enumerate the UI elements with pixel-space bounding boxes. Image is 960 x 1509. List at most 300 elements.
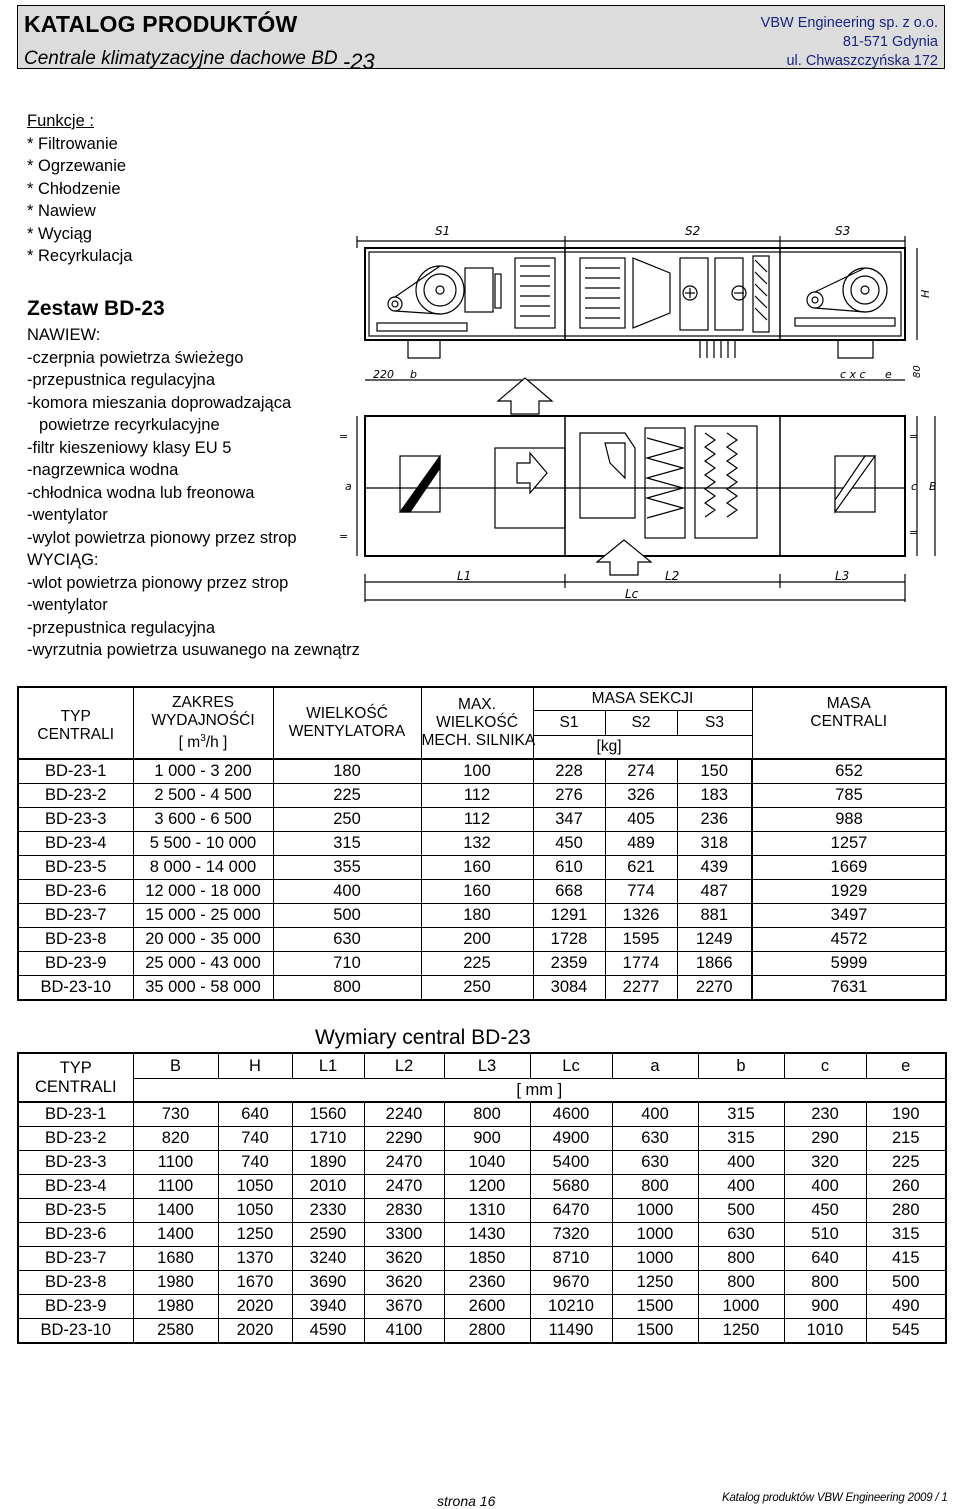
table-row bbox=[18, 759, 946, 784]
row-type-cell: BD-23-1 bbox=[18, 1102, 133, 1127]
table-cell: 5 500 - 10 000 bbox=[133, 832, 273, 856]
table-cell: 2830 bbox=[364, 1199, 444, 1223]
table-cell: 355 bbox=[273, 856, 421, 880]
table-cell: 5999 bbox=[752, 952, 946, 976]
set-description bbox=[27, 296, 360, 662]
table-cell: 800 bbox=[784, 1271, 866, 1295]
table-cell: 180 bbox=[421, 904, 533, 928]
table-cell: 774 bbox=[605, 880, 677, 904]
table-cell: 2359 bbox=[533, 952, 605, 976]
table-row bbox=[18, 904, 946, 928]
table-cell: 180 bbox=[273, 759, 421, 784]
table-cell: 1100 bbox=[133, 1151, 218, 1175]
dim-header-typ bbox=[18, 1053, 133, 1102]
row-type-cell: BD-23-7 bbox=[18, 1247, 133, 1271]
table-cell: 630 bbox=[273, 928, 421, 952]
table-cell: 400 bbox=[612, 1102, 698, 1127]
table-cell: 276 bbox=[533, 784, 605, 808]
label-eq-right-bottom: = bbox=[909, 526, 919, 539]
table-row bbox=[18, 976, 946, 1001]
table-cell: 230 bbox=[784, 1102, 866, 1127]
header-wielkosc2-text: WIELKOŚĆ bbox=[436, 714, 518, 731]
table-cell: 800 bbox=[698, 1271, 784, 1295]
dim-header-col: e bbox=[866, 1053, 946, 1079]
table-cell: 8710 bbox=[530, 1247, 612, 1271]
table-cell: 160 bbox=[421, 880, 533, 904]
label-h: H bbox=[919, 289, 932, 298]
table-cell: 900 bbox=[784, 1295, 866, 1319]
table-cell: 25 000 - 43 000 bbox=[133, 952, 273, 976]
table-cell: 1500 bbox=[612, 1295, 698, 1319]
set-line: -wentylator bbox=[27, 506, 108, 524]
set-line: NAWIEW: bbox=[27, 326, 101, 344]
unit-open: [ m bbox=[178, 734, 201, 752]
set-title: Zestaw BD-23 bbox=[27, 297, 165, 320]
table-cell: 347 bbox=[533, 808, 605, 832]
functions-list bbox=[27, 110, 132, 268]
table-cell: 800 bbox=[612, 1175, 698, 1199]
row-type-cell: BD-23-8 bbox=[18, 928, 133, 952]
table-cell: 10210 bbox=[530, 1295, 612, 1319]
table-cell: 400 bbox=[698, 1151, 784, 1175]
row-type-cell: BD-23-9 bbox=[18, 952, 133, 976]
table-cell: 2270 bbox=[677, 976, 752, 1001]
header-masa-sekcji: MASA SEKCJI bbox=[533, 687, 752, 711]
table-cell: 100 bbox=[421, 759, 533, 784]
table-row bbox=[18, 784, 946, 808]
table-cell: 35 000 - 58 000 bbox=[133, 976, 273, 1001]
table-cell: 2360 bbox=[444, 1271, 530, 1295]
label-B: B bbox=[929, 480, 937, 493]
table-cell: 225 bbox=[421, 952, 533, 976]
row-type-cell: BD-23-6 bbox=[18, 1223, 133, 1247]
table-cell: 900 bbox=[444, 1127, 530, 1151]
table-cell: 1010 bbox=[784, 1319, 866, 1344]
label-e: e bbox=[885, 368, 892, 381]
table-row bbox=[18, 1223, 946, 1247]
table-cell: 1929 bbox=[752, 880, 946, 904]
label-cxc: c x c bbox=[840, 368, 866, 381]
capacity-mass-rows bbox=[18, 759, 946, 1000]
table-row bbox=[18, 832, 946, 856]
company-street: ul. Chwaszczyńska 172 bbox=[786, 53, 938, 69]
catalog-title: KATALOG PRODUKTÓW bbox=[24, 11, 298, 37]
table-cell: 510 bbox=[784, 1223, 866, 1247]
table-cell: 415 bbox=[866, 1247, 946, 1271]
set-line: WYCIĄG: bbox=[27, 551, 99, 569]
table-cell: 1500 bbox=[612, 1319, 698, 1344]
table-cell: 1326 bbox=[605, 904, 677, 928]
set-line: -komora mieszania doprowadzająca bbox=[27, 393, 292, 412]
table-cell: 5400 bbox=[530, 1151, 612, 1175]
header-zakres-text: ZAKRES bbox=[171, 693, 234, 711]
table-cell: 1430 bbox=[444, 1223, 530, 1247]
table-cell: 1200 bbox=[444, 1175, 530, 1199]
function-item: * Filtrowanie bbox=[27, 134, 118, 153]
page-number: strona 16 bbox=[437, 1493, 496, 1509]
table-cell: 315 bbox=[273, 832, 421, 856]
table-cell: 710 bbox=[273, 952, 421, 976]
table-cell: 190 bbox=[866, 1102, 946, 1127]
table-cell: 1669 bbox=[752, 856, 946, 880]
table-cell: 1 000 - 3 200 bbox=[133, 759, 273, 784]
table-cell: 668 bbox=[533, 880, 605, 904]
table-cell: 2 500 - 4 500 bbox=[133, 784, 273, 808]
table-cell: 2010 bbox=[292, 1175, 364, 1199]
table-cell: 1980 bbox=[133, 1271, 218, 1295]
dim-header-col: L2 bbox=[364, 1053, 444, 1079]
table-cell: 8 000 - 14 000 bbox=[133, 856, 273, 880]
table-cell: 800 bbox=[444, 1102, 530, 1127]
table-row bbox=[18, 880, 946, 904]
page-header bbox=[17, 5, 945, 74]
table-cell: 5680 bbox=[530, 1175, 612, 1199]
table-cell: 315 bbox=[698, 1127, 784, 1151]
table-cell: 640 bbox=[784, 1247, 866, 1271]
table-cell: 3620 bbox=[364, 1247, 444, 1271]
unit-sup: 3 bbox=[200, 732, 206, 744]
label-l2: L2 bbox=[665, 569, 680, 583]
table-cell: 1595 bbox=[605, 928, 677, 952]
table-cell: 2580 bbox=[133, 1319, 218, 1344]
table-cell: 2800 bbox=[444, 1319, 530, 1344]
table-cell: 1250 bbox=[612, 1271, 698, 1295]
table-cell: 4900 bbox=[530, 1127, 612, 1151]
table-cell: 7631 bbox=[752, 976, 946, 1001]
table-cell: 610 bbox=[533, 856, 605, 880]
table-cell: 132 bbox=[421, 832, 533, 856]
row-type-cell: BD-23-3 bbox=[18, 808, 133, 832]
row-type-cell: BD-23-7 bbox=[18, 904, 133, 928]
table-row bbox=[18, 1127, 946, 1151]
table-cell: 1250 bbox=[218, 1223, 292, 1247]
dim-header-col: L3 bbox=[444, 1053, 530, 1079]
table-cell: 545 bbox=[866, 1319, 946, 1344]
table-cell: 1710 bbox=[292, 1127, 364, 1151]
table-cell: 630 bbox=[612, 1127, 698, 1151]
table-cell: 2600 bbox=[444, 1295, 530, 1319]
table-cell: 3240 bbox=[292, 1247, 364, 1271]
dim-header-unit: [ mm ] bbox=[133, 1079, 946, 1103]
set-line: -filtr kieszeniowy klasy EU 5 bbox=[27, 438, 232, 457]
table-cell: 1000 bbox=[612, 1223, 698, 1247]
table-cell: 400 bbox=[784, 1175, 866, 1199]
row-type-cell: BD-23-2 bbox=[18, 1127, 133, 1151]
label-eq-right-top: = bbox=[909, 430, 919, 443]
dimensions-rows bbox=[18, 1102, 946, 1343]
dimensions-table bbox=[17, 1052, 947, 1344]
table-cell: 1400 bbox=[133, 1223, 218, 1247]
table-cell: 20 000 - 35 000 bbox=[133, 928, 273, 952]
table-cell: 450 bbox=[784, 1199, 866, 1223]
dim-header-col: Lc bbox=[530, 1053, 612, 1079]
catalog-subtitle bbox=[24, 44, 375, 74]
label-l3: L3 bbox=[835, 569, 850, 583]
table-cell: 183 bbox=[677, 784, 752, 808]
functions-title: Funkcje : bbox=[27, 112, 94, 130]
set-line: -wentylator bbox=[27, 596, 108, 614]
table-cell: 112 bbox=[421, 784, 533, 808]
table-cell: 500 bbox=[698, 1199, 784, 1223]
table-cell: 881 bbox=[677, 904, 752, 928]
dim-header-col: c bbox=[784, 1053, 866, 1079]
table-cell: 1050 bbox=[218, 1175, 292, 1199]
table-cell: 250 bbox=[273, 808, 421, 832]
header-max bbox=[421, 687, 536, 759]
function-item: * Ogrzewanie bbox=[27, 157, 127, 175]
table-cell: 1400 bbox=[133, 1199, 218, 1223]
dim-header-col: B bbox=[133, 1053, 218, 1079]
table-row bbox=[18, 928, 946, 952]
table-cell: 215 bbox=[866, 1127, 946, 1151]
table-cell: 2590 bbox=[292, 1223, 364, 1247]
table-cell: 2470 bbox=[364, 1175, 444, 1199]
table-cell: 630 bbox=[612, 1151, 698, 1175]
dim-header-col: a bbox=[612, 1053, 698, 1079]
table-cell: 740 bbox=[218, 1151, 292, 1175]
table-cell: 318 bbox=[677, 832, 752, 856]
table-cell: 621 bbox=[605, 856, 677, 880]
table-row bbox=[18, 1175, 946, 1199]
header-mech-text: MECH. SILNIKA bbox=[421, 732, 536, 749]
label-s2: S2 bbox=[685, 224, 701, 238]
table-cell: 1249 bbox=[677, 928, 752, 952]
table-cell: 315 bbox=[698, 1102, 784, 1127]
table-cell: 2470 bbox=[364, 1151, 444, 1175]
row-type-cell: BD-23-4 bbox=[18, 1175, 133, 1199]
table-cell: 150 bbox=[677, 759, 752, 784]
table-row bbox=[18, 1295, 946, 1319]
row-type-cell: BD-23-10 bbox=[18, 976, 133, 1001]
table-cell: 9670 bbox=[530, 1271, 612, 1295]
row-type-cell: BD-23-10 bbox=[18, 1319, 133, 1344]
label-a: a bbox=[345, 480, 352, 493]
table-cell: 1728 bbox=[533, 928, 605, 952]
table-cell: 320 bbox=[784, 1151, 866, 1175]
row-type-cell: BD-23-8 bbox=[18, 1271, 133, 1295]
company-name: VBW Engineering sp. z o.o. bbox=[760, 15, 938, 31]
row-type-cell: BD-23-5 bbox=[18, 1199, 133, 1223]
dimensions-title: Wymiary central BD-23 bbox=[315, 1026, 531, 1049]
table-cell: 730 bbox=[133, 1102, 218, 1127]
table-cell: 1250 bbox=[698, 1319, 784, 1344]
table-cell: 1560 bbox=[292, 1102, 364, 1127]
table-cell: 439 bbox=[677, 856, 752, 880]
table-cell: 7320 bbox=[530, 1223, 612, 1247]
table-cell: 2240 bbox=[364, 1102, 444, 1127]
table-cell: 2020 bbox=[218, 1319, 292, 1344]
table-cell: 400 bbox=[698, 1175, 784, 1199]
table-cell: 228 bbox=[533, 759, 605, 784]
row-type-cell: BD-23-5 bbox=[18, 856, 133, 880]
set-line: -czerpnia powietrza świeżego bbox=[27, 348, 244, 367]
label-s1: S1 bbox=[435, 224, 451, 238]
unit-technical-drawing bbox=[335, 218, 945, 613]
label-b: b bbox=[410, 368, 417, 381]
table-cell: 1000 bbox=[612, 1247, 698, 1271]
dim-header-col: H bbox=[218, 1053, 292, 1079]
table-cell: 988 bbox=[752, 808, 946, 832]
table-cell: 315 bbox=[866, 1223, 946, 1247]
row-type-cell: BD-23-4 bbox=[18, 832, 133, 856]
label-lc: Lc bbox=[625, 587, 639, 601]
set-line: -nagrzewnica wodna bbox=[27, 461, 179, 479]
table-cell: 3940 bbox=[292, 1295, 364, 1319]
table-cell: 225 bbox=[866, 1151, 946, 1175]
dim-header-centrali-text: CENTRALI bbox=[34, 1077, 117, 1096]
table-cell: 326 bbox=[605, 784, 677, 808]
table-cell: 800 bbox=[273, 976, 421, 1001]
unit-close: /h ] bbox=[205, 734, 228, 752]
row-type-cell: BD-23-1 bbox=[18, 759, 133, 784]
table-cell: 489 bbox=[605, 832, 677, 856]
table-cell: 250 bbox=[421, 976, 533, 1001]
table-cell: 1050 bbox=[218, 1199, 292, 1223]
table-cell: 1000 bbox=[698, 1295, 784, 1319]
label-l1: L1 bbox=[457, 569, 472, 583]
header-kg: [kg] bbox=[533, 736, 752, 760]
table-cell: 1890 bbox=[292, 1151, 364, 1175]
row-type-cell: BD-23-3 bbox=[18, 1151, 133, 1175]
table-cell: 1670 bbox=[218, 1271, 292, 1295]
table-cell: 3 600 - 6 500 bbox=[133, 808, 273, 832]
subtitle-text: Centrale klimatyzacyjne dachowe BD bbox=[24, 48, 338, 69]
table-cell: 2290 bbox=[364, 1127, 444, 1151]
table-cell: 1866 bbox=[677, 952, 752, 976]
table-cell: 820 bbox=[133, 1127, 218, 1151]
label-s3: S3 bbox=[835, 224, 851, 238]
function-item: * Nawiew bbox=[27, 202, 96, 220]
table-cell: 4572 bbox=[752, 928, 946, 952]
table-cell: 500 bbox=[273, 904, 421, 928]
table-cell: 160 bbox=[421, 856, 533, 880]
function-item: * Chłodzenie bbox=[27, 179, 121, 198]
table-cell: 2330 bbox=[292, 1199, 364, 1223]
table-cell: 1100 bbox=[133, 1175, 218, 1199]
label-80: 80 bbox=[912, 365, 923, 378]
table-cell: 1980 bbox=[133, 1295, 218, 1319]
header-typ bbox=[18, 687, 133, 759]
header-wydajnosci-text: WYDAJNOŚĆI bbox=[151, 711, 255, 729]
table-cell: 1850 bbox=[444, 1247, 530, 1271]
table-row bbox=[18, 952, 946, 976]
dim-header-typ-text: TYP bbox=[59, 1058, 92, 1077]
label-c: c bbox=[911, 480, 918, 493]
capacity-mass-table bbox=[17, 686, 947, 1001]
company-city: 81-571 Gdynia bbox=[842, 34, 938, 50]
label-220: 220 bbox=[373, 368, 394, 381]
table-cell: 400 bbox=[273, 880, 421, 904]
table-cell: 1000 bbox=[612, 1199, 698, 1223]
header-zakres bbox=[133, 687, 273, 759]
table-cell: 1257 bbox=[752, 832, 946, 856]
catalog-edition: Katalog produktów VBW Engineering 2009 / 1 bbox=[722, 1492, 948, 1504]
set-line: -wylot powietrza pionowy przez strop bbox=[27, 528, 297, 547]
table-cell: 640 bbox=[218, 1102, 292, 1127]
table-cell: 785 bbox=[752, 784, 946, 808]
set-line: -przepustnica regulacyjna bbox=[27, 618, 216, 637]
header-max-text: MAX. bbox=[458, 696, 496, 713]
table-cell: 3620 bbox=[364, 1271, 444, 1295]
table-cell: 4100 bbox=[364, 1319, 444, 1344]
dim-header-col: b bbox=[698, 1053, 784, 1079]
header-centrali2-text: CENTRALI bbox=[810, 713, 888, 730]
table-cell: 450 bbox=[533, 832, 605, 856]
table-cell: 1774 bbox=[605, 952, 677, 976]
table-row bbox=[18, 1102, 946, 1127]
table-cell: 1370 bbox=[218, 1247, 292, 1271]
set-line: -wyrzutnia powietrza usuwanego na zewnątrz bbox=[27, 641, 360, 659]
subtitle-suffix: -23 bbox=[342, 49, 375, 74]
header-masa-text: MASA bbox=[826, 695, 871, 712]
row-type-cell: BD-23-2 bbox=[18, 784, 133, 808]
function-item: * Recyrkulacja bbox=[27, 247, 133, 265]
table-cell: 487 bbox=[677, 880, 752, 904]
table-cell: 3497 bbox=[752, 904, 946, 928]
row-type-cell: BD-23-6 bbox=[18, 880, 133, 904]
header-wielkosc bbox=[273, 687, 421, 759]
table-cell: 236 bbox=[677, 808, 752, 832]
table-cell: 112 bbox=[421, 808, 533, 832]
table-row bbox=[18, 1151, 946, 1175]
table-cell: 800 bbox=[698, 1247, 784, 1271]
table-cell: 630 bbox=[698, 1223, 784, 1247]
table-cell: 280 bbox=[866, 1199, 946, 1223]
table-cell: 260 bbox=[866, 1175, 946, 1199]
table-cell: 1040 bbox=[444, 1151, 530, 1175]
label-eq-left-top: = bbox=[339, 430, 349, 443]
table-cell: 500 bbox=[866, 1271, 946, 1295]
table-cell: 3084 bbox=[533, 976, 605, 1001]
table-row bbox=[18, 808, 946, 832]
table-cell: 15 000 - 25 000 bbox=[133, 904, 273, 928]
function-item: * Wyciąg bbox=[27, 224, 92, 243]
set-line: -wlot powietrza pionowy przez strop bbox=[27, 573, 289, 592]
header-unit bbox=[134, 730, 273, 752]
table-cell: 405 bbox=[605, 808, 677, 832]
dim-header-col: L1 bbox=[292, 1053, 364, 1079]
header-wielkosc-text: WIELKOŚĆ bbox=[306, 705, 388, 722]
header-wentylatora-text: WENTYLATORA bbox=[288, 723, 406, 740]
table-cell: 290 bbox=[784, 1127, 866, 1151]
table-cell: 3690 bbox=[292, 1271, 364, 1295]
table-cell: 1291 bbox=[533, 904, 605, 928]
table-cell: 225 bbox=[273, 784, 421, 808]
table-row bbox=[18, 1319, 946, 1344]
table-cell: 652 bbox=[752, 759, 946, 784]
table-cell: 2020 bbox=[218, 1295, 292, 1319]
table-cell: 2277 bbox=[605, 976, 677, 1001]
table-cell: 1310 bbox=[444, 1199, 530, 1223]
header-s2: S2 bbox=[605, 711, 677, 736]
header-s1: S1 bbox=[533, 711, 605, 736]
set-line: -chłodnica wodna lub freonowa bbox=[27, 483, 255, 502]
table-cell: 4590 bbox=[292, 1319, 364, 1344]
table-cell: 3300 bbox=[364, 1223, 444, 1247]
label-eq-left-bottom: = bbox=[339, 530, 349, 543]
table-cell: 1680 bbox=[133, 1247, 218, 1271]
set-line: -przepustnica regulacyjna bbox=[27, 371, 216, 389]
table-cell: 6470 bbox=[530, 1199, 612, 1223]
header-masa-centrali bbox=[752, 687, 946, 759]
table-cell: 490 bbox=[866, 1295, 946, 1319]
table-cell: 11490 bbox=[530, 1319, 612, 1344]
company-address bbox=[761, 14, 938, 71]
header-s3: S3 bbox=[677, 711, 752, 736]
header-typ-text: TYP bbox=[60, 708, 91, 725]
table-cell: 274 bbox=[605, 759, 677, 784]
row-type-cell: BD-23-9 bbox=[18, 1295, 133, 1319]
